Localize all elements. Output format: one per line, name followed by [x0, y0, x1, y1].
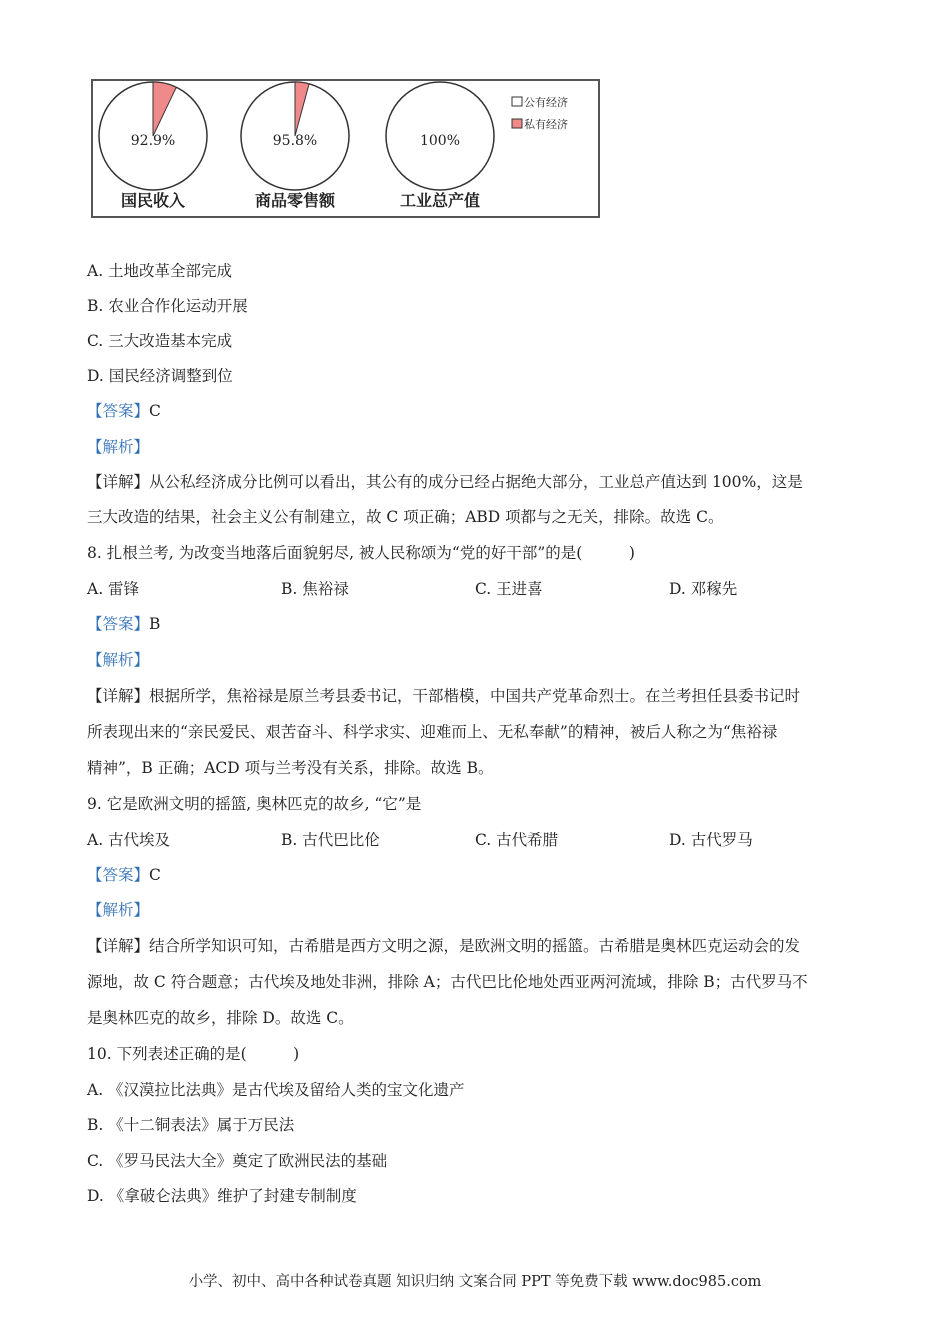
q7-option-a: A. 土地改革全部完成	[87, 262, 233, 280]
pie-2	[241, 82, 349, 210]
q9-answer	[87, 865, 161, 885]
q10-option-b: B. 《十二铜表法》属于万民法	[87, 1116, 295, 1134]
page-footer: 小学、初中、高中各种试卷真题 知识归纳 文案合同 PPT 等免费下载 www.doc985.com	[188, 1274, 762, 1290]
economy-pie-figure	[91, 79, 600, 218]
q8-detail-line-1	[87, 686, 800, 706]
answer-value: C	[149, 402, 161, 420]
pie-category-label: 商品零售额	[254, 191, 336, 210]
q9-option-b: B. 古代巴比伦	[281, 831, 380, 849]
q7-detail-line-2: 三大改造的结果，社会主义公有制建立，故 C 项正确；ABD 项都与之无关，排除。故选 C。	[87, 508, 724, 526]
q7-detail-line-1	[87, 472, 803, 492]
q8-option-c: C. 王进喜	[475, 580, 543, 598]
detail-label: 【详解】	[87, 473, 150, 491]
q9-detail-line-3: 是奥林匹克的故乡，排除 D。故选 C。	[87, 1009, 354, 1027]
q9-detail-line-1	[87, 936, 800, 956]
q9-stem: 9. 它是欧洲文明的摇篮, 奥林匹克的故乡, “它”是	[87, 795, 422, 813]
q7-analysis-label: 【解析】	[87, 438, 150, 456]
pie-value-label: 100%	[419, 133, 461, 149]
detail-text: 根据所学，焦裕禄是原兰考县委书记，干部楷模，中国共产党革命烈士。在兰考担任县委书记时	[149, 687, 801, 705]
detail-label: 【详解】	[87, 687, 150, 705]
answer-label: 【答案】	[87, 866, 150, 884]
q10-option-d: D. 《拿破仑法典》维护了封建专制制度	[87, 1187, 357, 1205]
q7-option-c: C. 三大改造基本完成	[87, 332, 233, 350]
q8-answer	[87, 614, 160, 634]
detail-text: 从公私经济成分比例可以看出，其公有的成分已经占据绝大部分，工业总产值达到 100%，这是	[149, 473, 803, 491]
q7-option-b: B. 农业合作化运动开展	[87, 297, 248, 315]
q10-option-c: C. 《罗马民法大全》奠定了欧洲民法的基础	[87, 1152, 388, 1170]
q8-option-b: B. 焦裕禄	[281, 580, 349, 598]
detail-label: 【详解】	[87, 937, 150, 955]
legend-swatch-public	[512, 97, 522, 106]
answer-label: 【答案】	[87, 615, 150, 633]
q10-option-a: A. 《汉漠拉比法典》是古代埃及留给人类的宝文化遗产	[87, 1081, 465, 1099]
pie-value-label: 92.9%	[130, 133, 176, 149]
q9-analysis-label: 【解析】	[87, 901, 150, 919]
q8-analysis-label: 【解析】	[87, 651, 150, 669]
q9-option-a: A. 古代埃及	[87, 831, 171, 849]
legend-public-label: 公有经济	[524, 96, 568, 109]
pie-category-label: 国民收入	[120, 191, 186, 210]
q8-stem: 8. 扎根兰考, 为改变当地落后面貌躬尽, 被人民称颂为“党的好干部”的是( )	[87, 544, 635, 562]
answer-value: B	[149, 615, 161, 633]
legend-private-label: 私有经济	[524, 118, 568, 131]
legend-swatch-private	[512, 119, 522, 128]
pie-value-label: 95.8%	[272, 133, 318, 149]
q10-stem: 10. 下列表述正确的是( )	[87, 1045, 300, 1063]
q9-option-d: D. 古代罗马	[669, 831, 753, 849]
answer-label: 【答案】	[87, 402, 150, 420]
detail-text: 结合所学知识可知，古希腊是西方文明之源，是欧洲文明的摇篮。古希腊是奥林匹克运动会的发	[149, 937, 801, 955]
q9-detail-line-2: 源地，故 C 符合题意；古代埃及地处非洲，排除 A；古代巴比伦地处西亚两河流域，排除 B；古代罗马不	[87, 973, 808, 991]
answer-value: C	[149, 866, 161, 884]
q7-answer	[87, 401, 161, 421]
q8-detail-line-2: 所表现出来的“亲民爱民、艰苦奋斗、科学求实、迎难而上、无私奉献”的精神，被后人称之为“焦裕禄	[87, 723, 778, 741]
pie-3	[386, 82, 494, 210]
q7-option-d: D. 国民经济调整到位	[87, 367, 233, 385]
q9-option-c: C. 古代希腊	[475, 831, 559, 849]
pie-category-label: 工业总产值	[399, 191, 481, 210]
q8-detail-line-3: 精神”，B 正确；ACD 项与兰考没有关系，排除。故选 B。	[87, 759, 494, 777]
q8-option-d: D. 邓稼先	[669, 580, 738, 598]
q8-option-a: A. 雷锋	[87, 580, 140, 598]
